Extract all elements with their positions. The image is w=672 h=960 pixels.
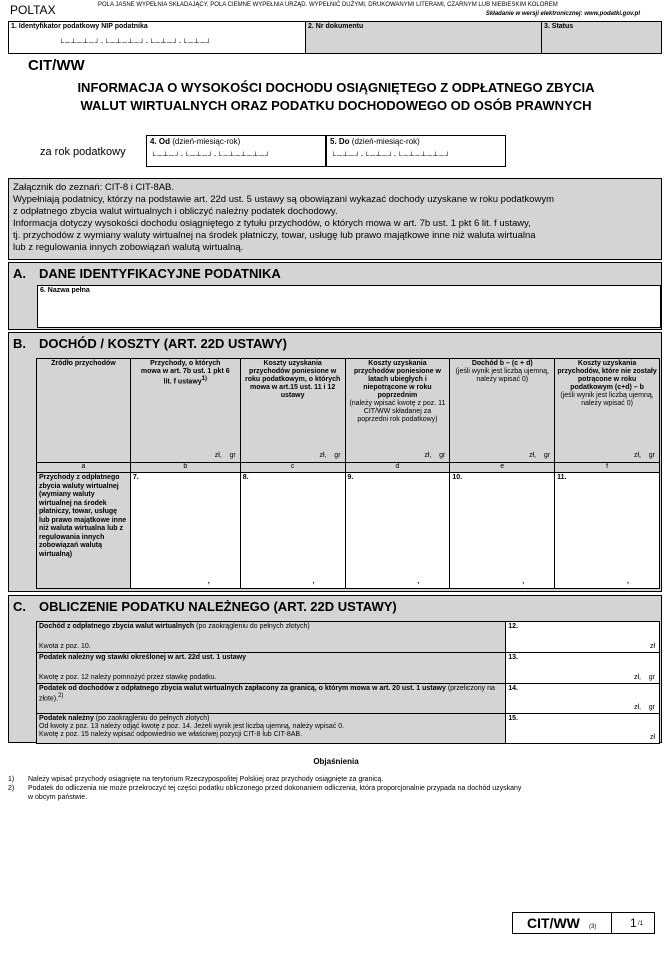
full-name-label: 6. Nazwa pełna (40, 287, 90, 294)
section-a (8, 262, 662, 330)
instructions: POLA JASNE WYPEŁNIA SKŁADAJĄCY. POLA CIEMNE WYPEŁNIA URZĄD. WYPEŁNIĆ DUŻYMI, DRUKOWANYMI LITERAMI, CZARNYM LUB NIEBIESKIM KOLOREM (98, 2, 558, 8)
note-2b: w obcym państwie. (28, 794, 88, 801)
col-letter-a: a (37, 463, 131, 473)
col-b-text: Przychody, o których mowa w art. 7b ust. 1 pkt 6 lit. f ustawy (140, 360, 230, 386)
field-9-num: 9. (347, 474, 354, 481)
date-to-hint: (dzień-miesiąc-rok) (351, 137, 420, 146)
col-letter-d: d (345, 463, 450, 473)
date-from-ticks: └─┴─┘-└─┴─┘-└─┴─┴─┴─┘ (151, 153, 271, 160)
field-14-num: 14. (508, 685, 518, 692)
row-14-normal: (przeliczony na złote). (39, 685, 495, 703)
footer-page-of: /1 (638, 921, 644, 927)
col-letter-f: f (555, 463, 660, 473)
row-label-income: Przychody z odpłatnego zbycia waluty wirtualnej (wymiany waluty wirtualnej na środek płatniczy, towar, usługę lub prawo majątkowe inne niż waluta wirtualna lub z regulowania innych zobowiązań walutą wirtualną) (37, 473, 131, 589)
row-15-label (37, 714, 506, 744)
note-1: Należy wpisać przychody osiągnięte na terytorium Rzeczypospolitej Polskiej oraz przychody osiągnięte za granicą. (28, 776, 384, 783)
footer-page-box (611, 912, 655, 934)
col-c-zl: zł, (319, 452, 327, 459)
form-title-line2: WALUT WIRTUALNYCH ORAZ PODATKU DOCHODOWEGO OD OSÓB PRAWNYCH (80, 98, 592, 113)
field-9-comma: , (417, 578, 420, 585)
row-12-note: Kwota z poz. 10. (39, 643, 91, 650)
section-c-title: OBLICZENIE PODATKU NALEŻNEGO (ART. 22D USTAWY) (39, 599, 397, 614)
nip-field[interactable] (8, 21, 306, 54)
section-a-letter: A. (13, 266, 26, 281)
col-f-bold: Koszty uzyskania przychodów, które nie zostały potrącone w roku podatkowym (c+d) – b (557, 360, 657, 391)
col-e-zl: zł, (529, 452, 537, 459)
doc-number-field (305, 21, 542, 54)
col-f-gr: gr (648, 452, 655, 459)
row-12-normal: (po zaokrągleniu do pełnych złotych) (194, 623, 310, 630)
intro-line6: lub z regulowania innych zobowiązań walutą wirtualną. (13, 242, 244, 253)
section-b-letter: B. (13, 336, 26, 351)
col-d-header (345, 359, 450, 463)
date-to-num: 5. Do (330, 137, 350, 146)
intro-line3: z odpłatnego zbycia walut wirtualnych i obliczyć należny podatek dochodowy. (13, 206, 338, 217)
doc-number-label: 2. Nr dokumentu (308, 23, 364, 30)
row-13-label (37, 653, 506, 684)
field-12-num: 12. (508, 623, 518, 630)
col-letter-b: b (130, 463, 240, 473)
full-name-field[interactable] (37, 285, 661, 328)
section-c-table (36, 621, 660, 744)
col-d-normal: (należy wpisać kwotę z poz. 11 CIT/WW składanej za poprzedni rok podatkowy) (349, 400, 446, 423)
section-b-table (36, 358, 660, 589)
field-10-num: 10. (452, 474, 463, 481)
field-10-comma: , (522, 578, 525, 585)
footer-page: 1 (630, 916, 637, 930)
col-f-zl: zł, (633, 452, 641, 459)
field-7-comma: , (207, 578, 210, 585)
row-15-note2: Kwotę z poz. 15 należy wpisać odpowiednio we właściwej pozycji CIT-8 lub CIT-8AB. (39, 731, 303, 738)
col-d-gr: gr (439, 452, 446, 459)
col-letter-c: c (240, 463, 345, 473)
field-8-comma: , (312, 578, 315, 585)
field-7[interactable] (130, 473, 240, 589)
field-15-num: 15. (508, 715, 518, 722)
row-12-label (37, 622, 506, 653)
year-label: za rok podatkowy (40, 146, 126, 158)
row-14-bold: Podatek od dochodów z odpłatnego zbycia walut wirtualnych zapłacony za granicą, o którym mowa w art. 20 ust. 1 ustawy (39, 685, 446, 692)
field-7-num: 7. (132, 474, 139, 481)
nip-label: 1. Identyfikator podatkowy NIP podatnika (11, 23, 148, 30)
field-13-zl: zł, (633, 674, 641, 681)
field-14[interactable] (506, 684, 660, 714)
footer-code: CIT/WW (527, 915, 580, 931)
footer-code-box (512, 912, 612, 934)
col-c-gr: gr (334, 452, 341, 459)
field-13-gr: gr (648, 674, 655, 681)
field-9[interactable] (345, 473, 450, 589)
note-1-num: 1) (8, 776, 15, 783)
field-11-num: 11. (557, 474, 567, 481)
col-f-normal: (jeśli wynik jest liczbą ujemną, należy wpisać 0) (560, 392, 654, 407)
field-11[interactable] (555, 473, 660, 589)
form-code: CIT/WW (28, 57, 85, 74)
col-c-header (240, 359, 345, 463)
intro-line4: Informacja dotyczy wysokości dochodu osiągniętego z tytułu przychodów, o których mowa w art. 7b ust. 1 pkt 6 lit. f ustawy, (13, 218, 531, 229)
row-13-bold: Podatek należny wg stawki określonej w art. 22d ust. 1 ustawy (39, 654, 246, 661)
field-14-gr: gr (648, 704, 655, 711)
note-2a: Podatek do odliczenia nie może przekroczyć tej części podatku obliczonego przed dokonaniem odliczenia, która proporcjonalnie przypada na dochód uzyskany (28, 785, 522, 792)
col-b-zl: zł, (214, 452, 222, 459)
field-15-unit: zł (649, 734, 655, 741)
field-14-zl: zł, (633, 704, 641, 711)
col-a-header: Źródło przychodów (37, 359, 131, 463)
field-12[interactable] (506, 622, 660, 653)
field-15[interactable] (506, 714, 660, 744)
notes-title: Objaśnienia (313, 757, 359, 766)
col-f-header (555, 359, 660, 463)
col-d-zl: zł, (424, 452, 432, 459)
field-8[interactable] (240, 473, 345, 589)
intro-line1: Załącznik do zeznań: CIT-8 i CIT-8AB. (13, 182, 175, 193)
brand: POLTAX (10, 3, 56, 17)
row-15-note1: Od kwoty z poz. 13 należy odjąć kwotę z poz. 14. Jeżeli wynik jest liczbą ujemną, należy wpisać 0. (39, 723, 345, 730)
field-8-num: 8. (242, 474, 249, 481)
field-12-unit: zł (649, 643, 655, 650)
col-b-header (130, 359, 240, 463)
status-field (541, 21, 662, 54)
form-title-line1: INFORMACJA O WYSOKOŚCI DOCHODU OSIĄGNIĘTEGO Z ODPŁATNEGO ZBYCIA (77, 80, 595, 95)
row-15-bold: Podatek należny (39, 715, 94, 722)
col-b-sup: 1) (201, 376, 208, 382)
nip-digit-ticks: └─┴─┴─┘-└─┴─┴─┘-└─┴─┘-└─┴─┘ (59, 40, 213, 47)
status-label: 3. Status (544, 23, 574, 30)
section-b-title: DOCHÓD / KOSZTY (ART. 22D USTAWY) (39, 336, 287, 351)
row-13-note: Kwotę z poz. 12 należy pomnożyć przez stawkę podatku. (39, 674, 217, 681)
section-c-letter: C. (13, 599, 26, 614)
col-e-gr: gr (543, 452, 551, 459)
date-from-hint: (dzień-miesiąc-rok) (172, 137, 241, 146)
date-from-num: 4. Od (150, 137, 171, 146)
intro-line5: tj. przychodów z wymiany waluty wirtualnej na środek płatniczy, towar, usługę lub prawo majątkowe inne niż waluta wirtualna (13, 230, 536, 241)
field-10[interactable] (450, 473, 555, 589)
electronic-note: Składanie w wersji elektronicznej: www.podatki.gov.pl (485, 11, 640, 17)
intro-box (8, 178, 662, 260)
col-letter-e: e (450, 463, 555, 473)
field-11-comma: , (627, 578, 629, 585)
col-d-bold: Koszty uzyskania przychodów poniesione w latach ubiegłych i niepotrącone w roku poprzednim (353, 360, 441, 399)
section-a-title: DANE IDENTYFIKACYJNE PODATNIKA (39, 266, 281, 281)
col-e-normal: (jeśli wynik jest liczbą ujemną, należy wpisać 0) (455, 368, 549, 383)
col-e-header (450, 359, 555, 463)
row-14-sup: 2) (58, 693, 64, 699)
col-b-gr: gr (229, 452, 236, 459)
footer-version: (3) (589, 924, 597, 930)
field-13[interactable] (506, 653, 660, 684)
date-to-field[interactable] (326, 135, 506, 167)
row-12-bold: Dochód z odpłatnego zbycia walut wirtualnych (39, 623, 195, 630)
row-14-label (37, 684, 506, 714)
field-13-num: 13. (508, 654, 518, 661)
intro-line2: Wypełniają podatnicy, którzy na podstawie art. 22d ust. 5 ustawy są obowiązani wykazać dochody uzyskane w roku podatkowym (13, 194, 554, 205)
date-to-ticks: └─┴─┘-└─┴─┘-└─┴─┴─┴─┘ (331, 153, 451, 160)
date-from-field[interactable] (146, 135, 326, 167)
col-c-text: Koszty uzyskania przychodów poniesione w roku podatkowym, o których mowa w art.15 ust. 11 i 12 ustawy (244, 360, 341, 399)
row-15-normal: (po zaokrągleniu do pełnych złotych) (93, 715, 210, 722)
col-e-bold: Dochód b – (c + d) (471, 360, 533, 367)
note-2-num: 2) (8, 785, 15, 792)
